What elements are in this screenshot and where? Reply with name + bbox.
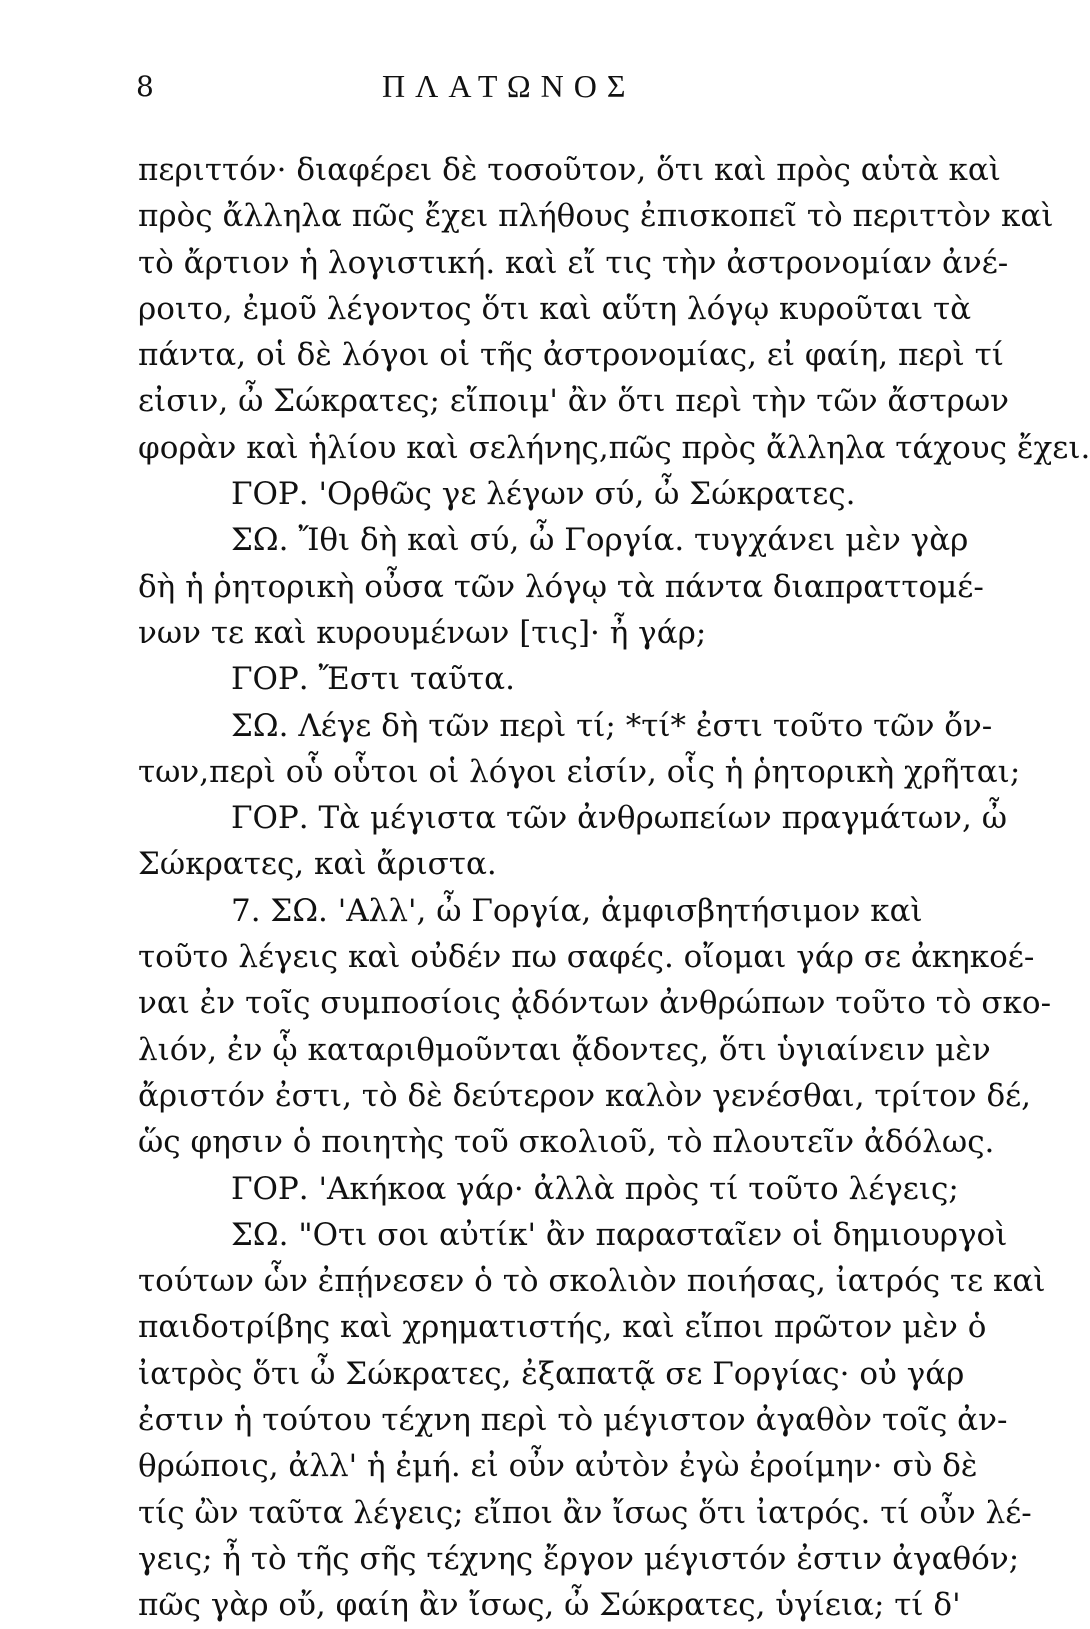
text-line: των,περὶ οὗ οὗτοι οἱ λόγοι εἰσίν, οἷς ἡ ῥητορικὴ χρῆται; [138,753,1021,790]
text-line: 7. ΣΩ. 'Αλλ', ὦ Γοργία, ἀμφισβητήσιμον καὶ [231,892,923,929]
text-line: λιόν, ἐν ᾧ καταριθμοῦνται ᾄδοντες, ὅτι ὑγιαίνειν μὲν [138,1031,991,1068]
text-line: παιδοτρίβης καὶ χρηματιστής, καὶ εἴποι πρῶτον μὲν ὁ [138,1309,987,1346]
text-line: εἰσιν, ὦ Σώκρατες; εἴποιμ' ἂν ὅτι περὶ τὴν τῶν ἄστρων [138,383,1010,420]
page-header [0,68,961,108]
text-line: πρὸς ἄλληλα πῶς ἔχει πλήθους ἐπισκοπεῖ τὸ περιττὸν καὶ [138,198,1054,235]
body-text [138,147,1090,1629]
text-line: δὴ ἡ ῥητορικὴ οὖσα τῶν λόγῳ τὰ πάντα διαπραττομέ- [138,568,984,605]
running-title: ΠΛΑΤΩΝΟΣ [382,68,636,104]
text-line: ΣΩ. "Οτι σοι αὐτίκ' ἂν παρασταῖεν οἱ δημιουργοὶ [231,1216,1008,1253]
text-line: περιττόν· διαφέρει δὲ τοσοῦτον, ὅτι καὶ πρὸς αὑτὰ καὶ [138,152,1001,188]
text-line: ΣΩ. Ἴθι δὴ καὶ σύ, ὦ Γοργία. τυγχάνει μὲν γὰρ [231,522,969,559]
text-line: ναι ἐν τοῖς συμποσίοις ᾀδόντων ἀνθρώπων τοῦτο τὸ σκο- [138,985,1052,1022]
text-line: τίς ὢν ταῦτα λέγεις; εἴποι ἂν ἴσως ὅτι ἰατρός. τί οὖν λέ- [138,1494,1032,1531]
text-line: ἰατρὸς ὅτι ὦ Σώκρατες, ἐξαπατᾷ σε Γοργίας· οὐ γάρ [138,1355,965,1392]
text-line: ΓΟΡ. 'Ορθῶς γε λέγων σύ, ὦ Σώκρατες. [231,476,856,513]
text-line: ΓΟΡ. Τὰ μέγιστα τῶν ἀνθρωπείων πραγμάτων, ὦ [231,800,1007,837]
text-line: ἐστιν ἡ τούτου τέχνη περὶ τὸ μέγιστον ἀγαθὸν τοῖς ἀν- [138,1402,1008,1439]
text-line: Σώκρατες, καὶ ἄριστα. [138,846,497,883]
text-line: πάντα, οἱ δὲ λόγοι οἱ τῆς ἀστρονομίας, εἰ φαίη, περὶ τί [138,337,1004,374]
text-line: φορὰν καὶ ἡλίου καὶ σελήνης,πῶς πρὸς ἄλληλα τάχους ἔχει. [138,429,1090,466]
text-line: νων τε καὶ κυρουμένων [τις]· ἦ γάρ; [138,614,707,651]
text-line: τοῦτο λέγεις καὶ οὐδέν πω σαφές. οἴομαι γάρ σε ἀκηκοέ- [138,939,1035,976]
text-line: τούτων ὧν ἐπῄνεσεν ὁ τὸ σκολιὸν ποιήσας, ἰατρός τε καὶ [138,1263,1046,1300]
text-line: ὥς φησιν ὁ ποιητὴς τοῦ σκολιοῦ, τὸ πλουτεῖν ἀδόλως. [138,1124,995,1161]
text-line: ΓΟΡ. 'Ακήκοα γάρ· ἀλλὰ πρὸς τί τοῦτο λέγεις; [231,1170,959,1207]
text-line: πῶς γὰρ οὔ, φαίη ἂν ἴσως, ὦ Σώκρατες, ὑγίεια; τί δ' [138,1587,961,1624]
text-line: τὸ ἄρτιον ἡ λογιστική. καὶ εἴ τις τὴν ἀστρονομίαν ἀνέ- [138,244,1009,281]
text-line: ΓΟΡ. Ἔστι ταῦτα. [231,661,515,698]
text-line: ροιτο, ἐμοῦ λέγοντος ὅτι καὶ αὕτη λόγῳ κυροῦται τὰ [138,290,972,327]
page-number: 8 [136,70,155,103]
text-line: θρώποις, ἀλλ' ἡ ἐμή. εἰ οὖν αὐτὸν ἐγὼ ἐροίμην· σὺ δὲ [138,1448,978,1485]
text-line: ΣΩ. Λέγε δὴ τῶν περὶ τί; *τί* ἐστι τοῦτο τῶν ὄν- [231,707,993,744]
text-line: ἄριστόν ἐστι, τὸ δὲ δεύτερον καλὸν γενέσθαι, τρίτον δέ, [138,1077,1032,1114]
text-line: γεις; ἦ τὸ τῆς σῆς τέχνης ἔργον μέγιστόν ἐστιν ἀγαθόν; [138,1540,1020,1577]
